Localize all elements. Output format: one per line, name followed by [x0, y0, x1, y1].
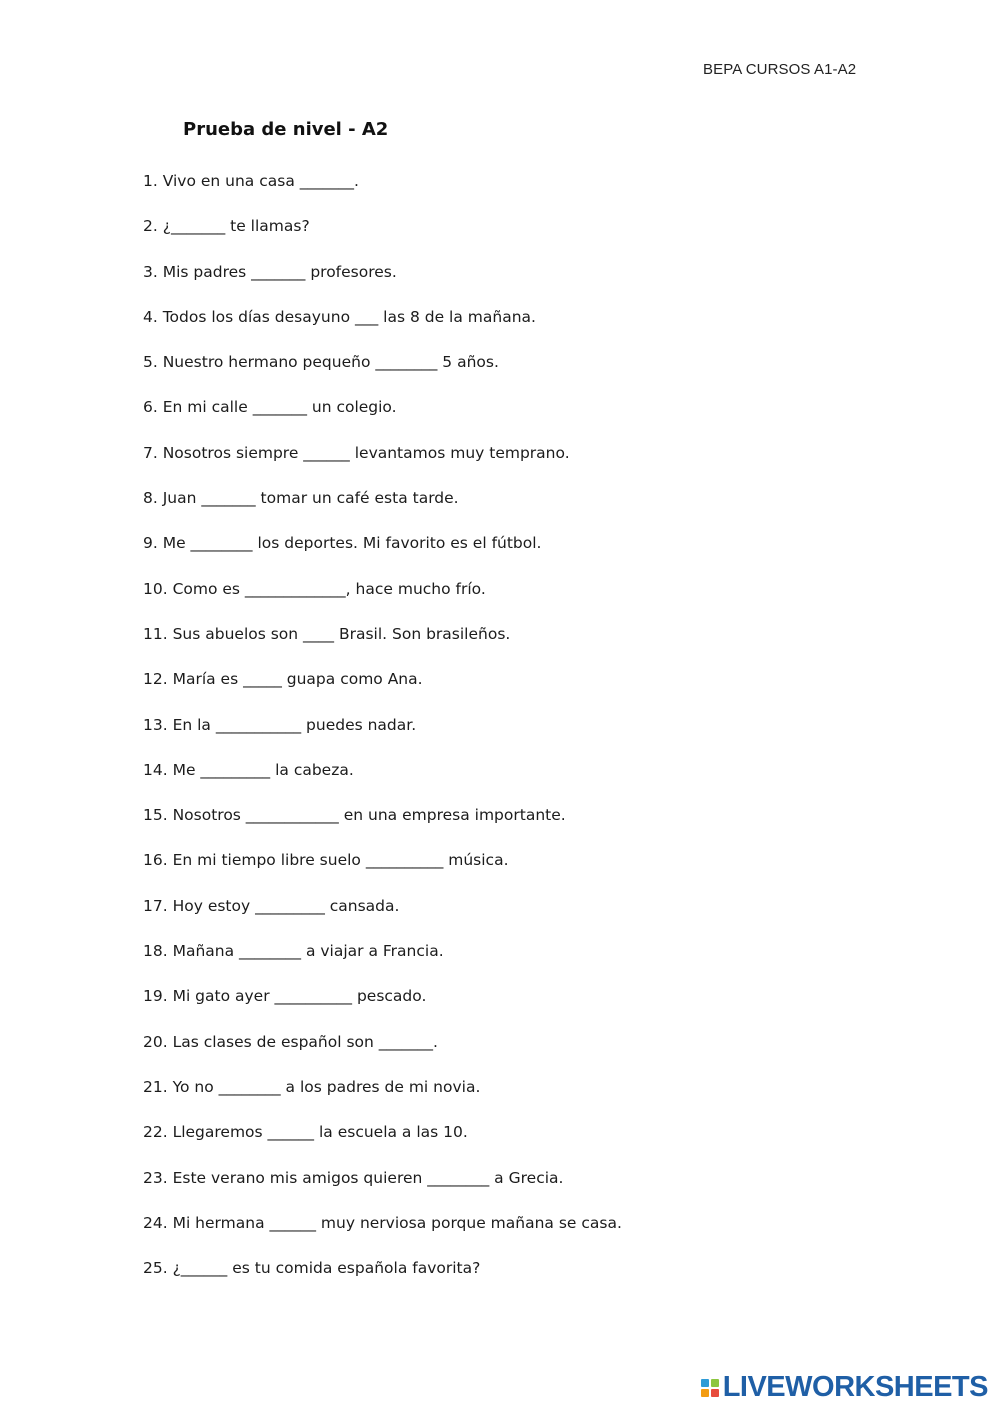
question-18: 18. Mañana ________ a viajar a Francia.: [143, 942, 444, 961]
question-7: 7. Nosotros siempre ______ levantamos muy temprano.: [143, 443, 570, 462]
logo-block-1: [701, 1379, 709, 1387]
question-10: 10. Como es _____________, hace mucho frío.: [143, 579, 486, 598]
question-6: 6. En mi calle _______ un colegio.: [143, 398, 397, 417]
logo-block-2: [711, 1379, 719, 1387]
question-20: 20. Las clases de español son _______.: [143, 1032, 438, 1051]
question-17: 17. Hoy estoy _________ cansada.: [143, 896, 400, 915]
course-header: BEPA CURSOS A1-A2: [703, 61, 857, 78]
question-23: 23. Este verano mis amigos quieren ________ a Grecia.: [143, 1168, 564, 1187]
logo-block-3: [701, 1389, 709, 1397]
question-12: 12. María es _____ guapa como Ana.: [143, 670, 423, 689]
question-11: 11. Sus abuelos son ____ Brasil. Son brasileños.: [143, 624, 511, 643]
logo-block-4: [711, 1389, 719, 1397]
question-3: 3. Mis padres _______ profesores.: [143, 262, 397, 281]
question-1: 1. Vivo en una casa _______.: [143, 172, 359, 190]
question-8: 8. Juan _______ tomar un café esta tarde.: [143, 489, 459, 508]
question-4: 4. Todos los días desayuno ___ las 8 de la mañana.: [143, 307, 536, 326]
question-9: 9. Me ________ los deportes. Mi favorito es el fútbol.: [143, 534, 542, 553]
question-25: 25. ¿______ es tu comida española favorita?: [143, 1259, 481, 1278]
logo-text: LIVEWORKSHEETS: [722, 1371, 988, 1403]
question-list: [143, 171, 622, 1303]
question-24: 24. Mi hermana ______ muy nerviosa porque mañana se casa.: [143, 1213, 622, 1232]
question-22: 22. Llegaremos ______ la escuela a las 10.: [143, 1123, 468, 1142]
question-19: 19. Mi gato ayer __________ pescado.: [143, 987, 427, 1006]
page-title: Prueba de nivel - A2: [183, 119, 389, 140]
question-14: 14. Me _________ la cabeza.: [143, 760, 354, 779]
question-2: 2. ¿_______ te llamas?: [143, 217, 310, 236]
question-16: 16. En mi tiempo libre suelo __________ música.: [143, 851, 509, 870]
liveworksheets-logo: [701, 1371, 988, 1404]
question-13: 13. En la ___________ puedes nadar.: [143, 715, 417, 734]
question-15: 15. Nosotros ____________ en una empresa importante.: [143, 806, 566, 825]
question-21: 21. Yo no ________ a los padres de mi novia.: [143, 1077, 481, 1096]
liveworksheets-logo-icon: [701, 1379, 719, 1397]
question-5: 5. Nuestro hermano pequeño ________ 5 años.: [143, 353, 499, 372]
